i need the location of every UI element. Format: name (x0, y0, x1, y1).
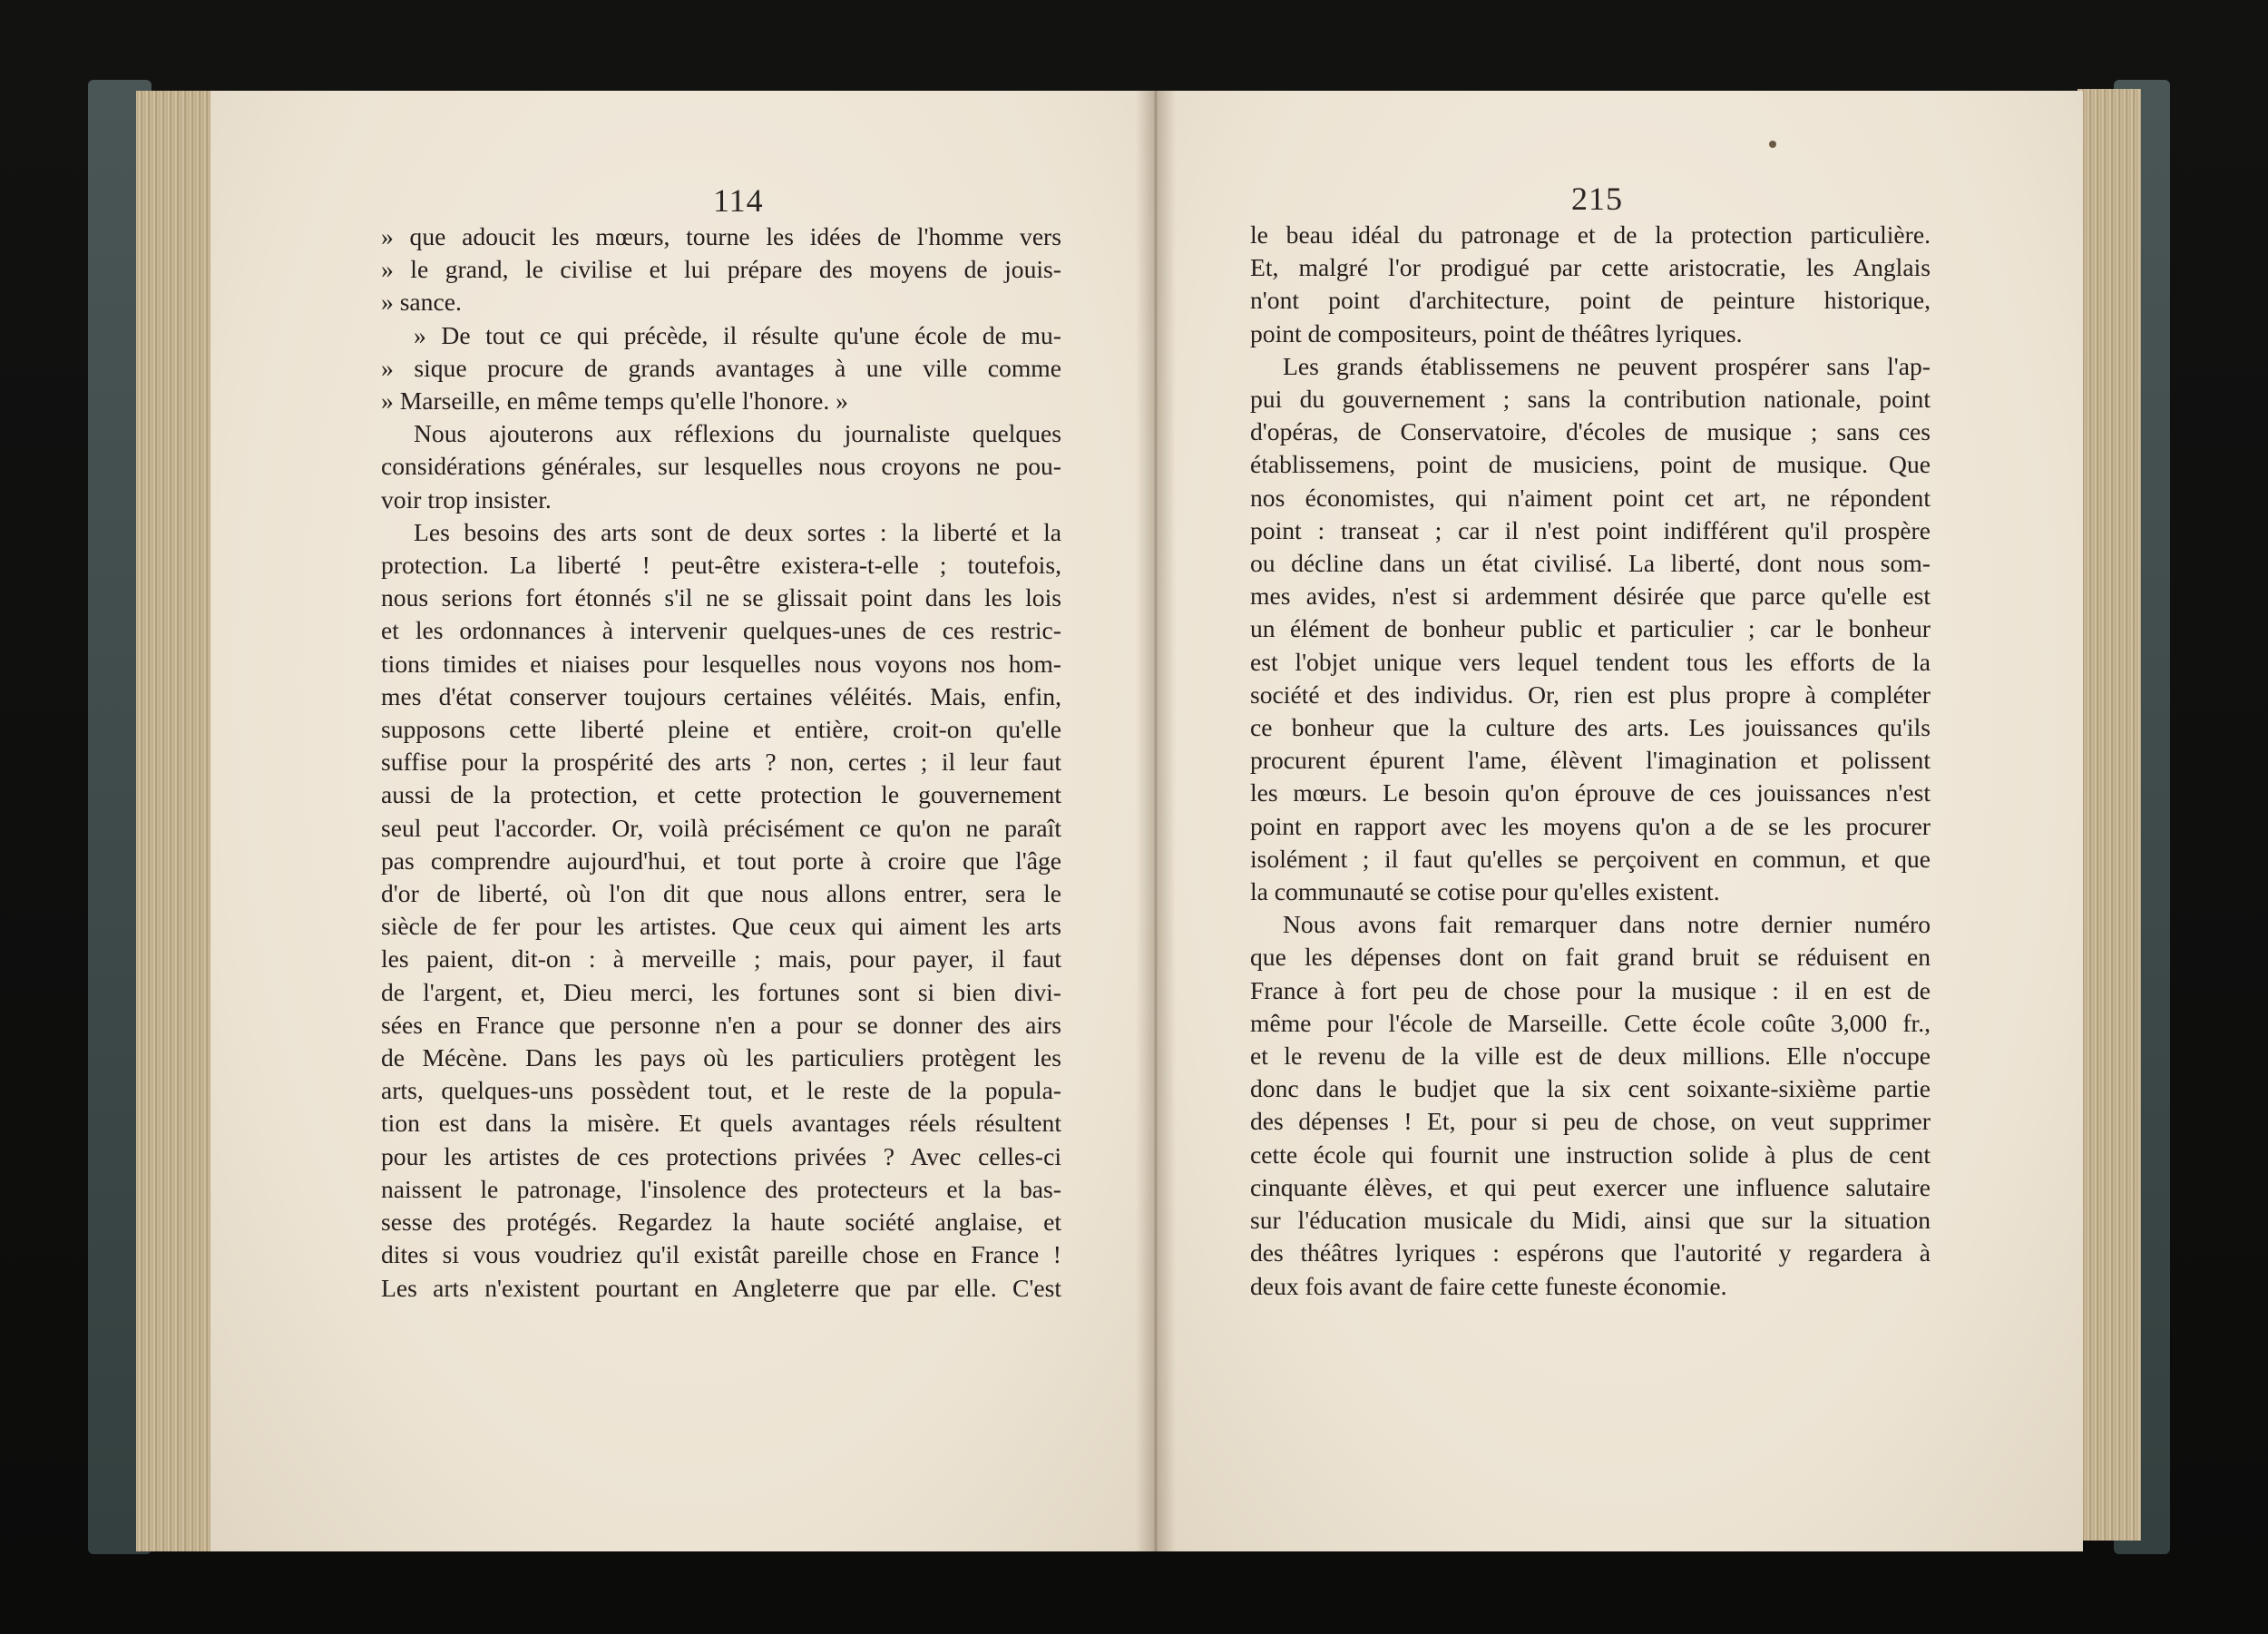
text-line: établissemens, point de musiciens, point de musique. Que (1250, 450, 1931, 479)
text-line: et le revenu de la ville est de deux millions. Elle n'occupe (1250, 1042, 1931, 1071)
text-line: des théâtres lyriques : espérons que l'autorité y regardera à (1250, 1238, 1931, 1267)
text-line: la communauté se cotise pour qu'elles existent. (1250, 877, 1720, 906)
text-line: de l'argent, et, Dieu merci, les fortunes sont si bien divi- (381, 977, 1061, 1006)
text-line: Les grands établissemens ne peuvent prospérer sans l'ap- (1283, 351, 1931, 380)
text-line: procurent épurent l'ame, élèvent l'imagination et polissent (1250, 746, 1931, 775)
text-line: Et, malgré l'or prodigué par cette aristocratie, les Anglais (1250, 253, 1931, 282)
text-line: le beau idéal du patronage et de la protection particulière. (1250, 220, 1931, 249)
text-line: Nous avons fait remarquer dans notre dernier numéro (1283, 910, 1931, 939)
text-line: d'or de liberté, où l'on dit que nous allons entrer, sera le (381, 879, 1061, 908)
text-line: mes d'état conserver toujours certaines véléités. Mais, enfin, (381, 681, 1061, 710)
page-number-right: 215 (1571, 181, 1623, 217)
text-line: siècle de fer pour les artistes. Que ceux qui aiment les arts (381, 912, 1061, 941)
text-line: cette école qui fournit une instruction solide à plus de cent (1250, 1140, 1931, 1169)
left-page-text (381, 220, 1061, 1305)
text-line: ce bonheur que la culture des arts. Les jouissances qu'ils (1250, 713, 1931, 742)
text-line: pui du gouvernement ; sans la contribution nationale, point (1250, 385, 1931, 414)
text-line: point : transeat ; car il n'est point indifférent qu'il prospère (1250, 515, 1931, 544)
text-line: sesse des protégés. Regardez la haute société anglaise, et (381, 1208, 1061, 1237)
text-line: supposons cette liberté pleine et entière, croit-on qu'elle (381, 715, 1061, 744)
text-line: nos économistes, qui n'aiment point cet art, ne répondent (1250, 483, 1931, 512)
text-line: sées en France que personne n'en a pour se donner des airs (381, 1010, 1061, 1039)
text-line: deux fois avant de faire cette funeste économie. (1250, 1271, 1727, 1300)
text-line: » Marseille, en même temps qu'elle l'honore. » (381, 386, 848, 416)
text-line: voir trop insister. (381, 484, 552, 514)
text-line: des dépenses ! Et, pour si peu de chose, on veut supprimer (1250, 1107, 1931, 1136)
text-line: mes avides, n'est si ardemment désirée que parce qu'elle est (1250, 582, 1931, 611)
text-line: et les ordonnances à intervenir quelques-unes de ces restric- (381, 616, 1061, 645)
text-line: point de compositeurs, point de théâtres lyriques. (1250, 318, 1743, 347)
text-line: protection. La liberté ! peut-être existera-t-elle ; toutefois, (381, 551, 1061, 580)
text-line: de Mécène. Dans les pays où les particuliers protègent les (381, 1043, 1061, 1072)
text-line: sur l'éducation musicale du Midi, ainsi que sur la situation (1250, 1206, 1931, 1235)
text-line: » sique procure de grands avantages à une ville comme (381, 353, 1061, 382)
text-line: considérations générales, sur lesquelles nous croyons ne pou- (381, 452, 1061, 481)
text-line: » sance. (381, 288, 462, 317)
text-line: tions timides et niaises pour lesquelles nous voyons nos hom- (381, 649, 1061, 678)
text-line: point en rapport avec les moyens qu'on a de se les procurer (1250, 811, 1931, 840)
text-line: donc dans le budjet que la six cent soixante-sixième partie (1250, 1074, 1931, 1103)
text-line: isolément ; il faut qu'elles se perçoivent en commun, et que (1250, 844, 1931, 873)
page-edges-right (2077, 89, 2141, 1541)
book-gutter (1136, 91, 1176, 1551)
text-line: naissent le patronage, l'insolence des protecteurs et la bas- (381, 1174, 1061, 1203)
text-line: les mœurs. Le besoin qu'on éprouve de ces jouissances n'est (1250, 778, 1931, 807)
text-line: arts, quelques-uns possèdent tout, et le reste de la popula- (381, 1076, 1061, 1105)
text-line: est l'objet unique vers lequel tendent tous les efforts de la (1250, 647, 1931, 676)
text-line: seul peut l'accorder. Or, voilà précisément ce qu'on ne paraît (381, 813, 1061, 842)
text-line: nous serions fort étonnés s'il ne se glissait point dans les lois (381, 583, 1061, 612)
text-line: n'ont point d'architecture, point de peinture historique, (1250, 286, 1931, 315)
text-line: les paient, dit-on : à merveille ; mais, pour payer, il faut (381, 944, 1061, 974)
text-line: tion est dans la misère. Et quels avantages réels résultent (381, 1109, 1061, 1138)
text-line: cinquante élèves, et qui peut exercer une influence salutaire (1250, 1172, 1931, 1201)
text-line: suffise pour la prospérité des arts ? non, certes ; il leur faut (381, 748, 1061, 777)
page-edges-left (136, 91, 218, 1551)
text-line: Nous ajouterons aux réflexions du journaliste quelques (414, 419, 1061, 448)
text-line: pas comprendre aujourd'hui, et tout porte à croire que l'âge (381, 846, 1061, 875)
text-line: aussi de la protection, et cette protection le gouvernement (381, 780, 1061, 809)
text-line: même pour l'école de Marseille. Cette école coûte 3,000 fr., (1250, 1008, 1931, 1037)
text-line: » le grand, le civilise et lui prépare des moyens de jouis- (381, 255, 1061, 284)
right-page-text (1250, 219, 1931, 1303)
page-number-left: 114 (713, 182, 764, 219)
text-line: Les arts n'existent pourtant en Angleterre que par elle. C'est (381, 1273, 1061, 1302)
text-line: » De tout ce qui précède, il résulte qu'une école de mu- (414, 320, 1061, 349)
text-line: que les dépenses dont on fait grand bruit se réduisent en (1250, 943, 1931, 972)
text-line: Les besoins des arts sont de deux sortes : la liberté et la (414, 517, 1061, 546)
text-line: dites si vous voudriez qu'il existât pareille chose en France ! (381, 1240, 1061, 1269)
text-line: France à fort peu de chose pour la musique : il en est de (1250, 975, 1931, 1004)
text-line: d'opéras, de Conservatoire, d'écoles de musique ; sans ces (1250, 417, 1931, 446)
text-line: un élément de bonheur public et particulier ; car le bonheur (1250, 614, 1931, 643)
text-line: pour les artistes de ces protections privées ? Avec celles-ci (381, 1141, 1061, 1170)
paper-speck (1769, 141, 1776, 148)
text-line: société et des individus. Or, rien est plus propre à compléter (1250, 680, 1931, 709)
text-line: ou décline dans un état civilisé. La liberté, dont nous som- (1250, 549, 1931, 578)
text-line: » que adoucit les mœurs, tourne les idées de l'homme vers (381, 222, 1061, 250)
